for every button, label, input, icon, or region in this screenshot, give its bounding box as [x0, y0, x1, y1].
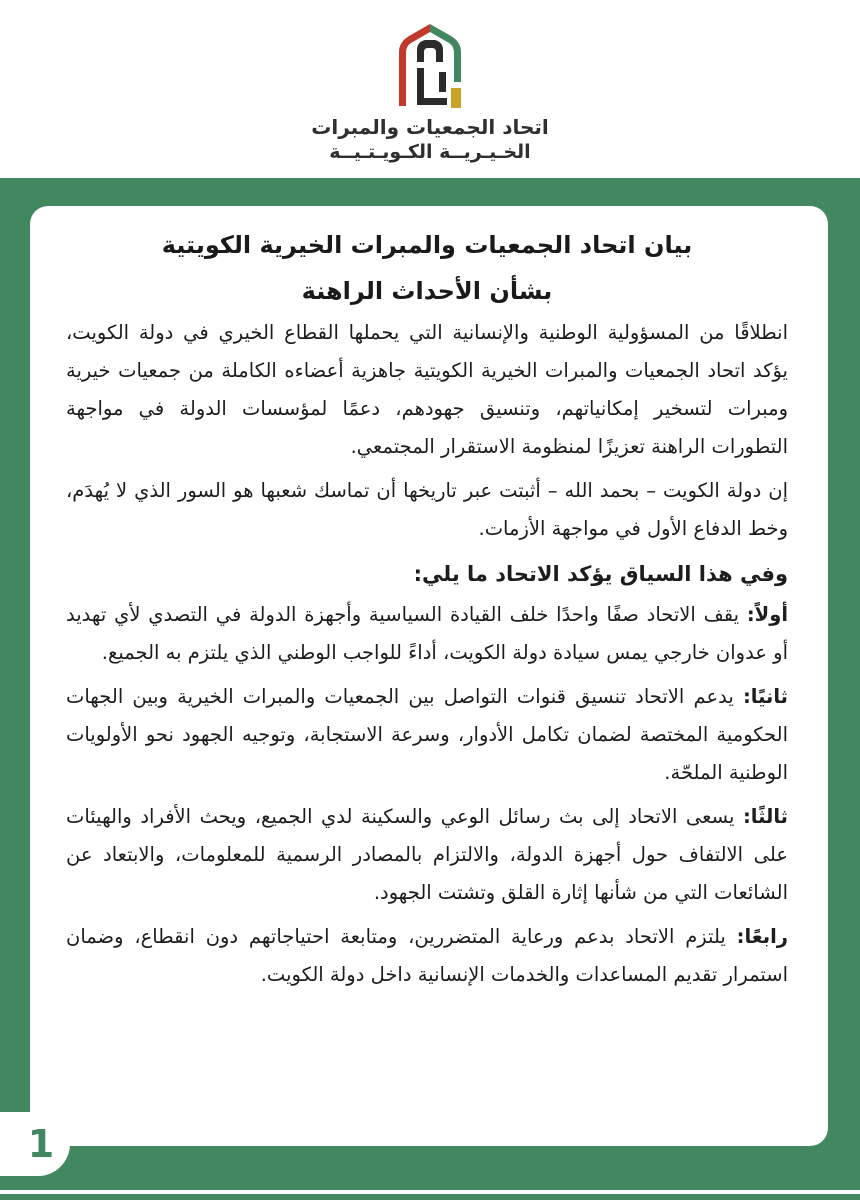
item-label: رابعًا:	[736, 925, 788, 948]
list-item	[66, 596, 788, 672]
house-arch-logo-icon	[395, 22, 465, 112]
list-item	[66, 798, 788, 912]
second-paragraph: إن دولة الكويت – بحمد الله – أثبتت عبر تاريخها أن تماسك شعبها هو السور الذي لا يُهدَم، وخط الدفاع الأول في مواجهة الأزمات.	[66, 479, 788, 540]
title-line1: بيان اتحاد الجمعيات والمبرات الخيرية الكويتية	[161, 231, 693, 259]
intro-paragraph: انطلاقًا من المسؤولية الوطنية والإنسانية التي يحملها القطاع الخيري في دولة الكويت، يؤكد اتحاد الجمعيات والمبرات الخيرية الكويتية جاهزية أعضاءه الكاملة من جمعيات خيرية ومبرات لتسخير إمكانياتهم، وتنسيق جهودهم، دعمًا لمؤسسات الدولة في مواجهة التطورات الراهنة تعزيزًا لمنظومة الاستقرار المجتمعي.	[66, 321, 788, 458]
section-heading: وفي هذا السياق يؤكد الاتحاد ما يلي:	[413, 562, 788, 586]
list-item	[66, 678, 788, 792]
item-text: يدعم الاتحاد تنسيق قنوات التواصل بين الجمعيات والمبرات الخيرية وبين الجهات الحكومية المختصة لضمان تكامل الأدوار، وسرعة الاستجابة، وتوجيه الجهود نحو الأولويات الوطنية الملحّة.	[66, 685, 788, 784]
org-name-line2: الخـيـريــة الكـويـتـيــة	[329, 141, 531, 163]
item-text: يقف الاتحاد صفًا واحدًا خلف القيادة السياسية وأجهزة الدولة في التصدي لأي تهديد أو عدوان خارجي يمس سيادة دولة الكويت، أداءً للواجب الوطني الذي يلتزم به الجميع.	[66, 603, 788, 664]
page-number: 1	[27, 1122, 55, 1166]
item-label: أولاً:	[746, 603, 788, 626]
item-text: يلتزم الاتحاد بدعم ورعاية المتضررين، ومتابعة احتياجاتهم دون انقطاع، وضمان استمرار تقديم المساعدات والخدمات الإنسانية داخل دولة الكويت.	[66, 925, 788, 986]
item-label: ثالثًا:	[742, 805, 788, 828]
item-label: ثانيًا:	[742, 685, 788, 708]
organization-name	[300, 114, 560, 164]
title-line2: بشأن الأحداث الراهنة	[301, 277, 553, 305]
page-header	[0, 0, 860, 178]
statement-content	[66, 222, 788, 1000]
org-name-line1: اتحاد الجمعيات والمبرات	[311, 115, 549, 139]
statement-title	[66, 222, 788, 314]
item-text: يسعى الاتحاد إلى بث رسائل الوعي والسكينة لدي الجميع، ويحث الأفراد والهيئات على الالتفاف حول أجهزة الدولة، والالتزام بالمصادر الرسمية للمعلومات، والابتعاد عن الشائعات التي من شأنها إثارة القلق وتشتت الجهود.	[66, 805, 788, 904]
bottom-strip	[0, 1190, 860, 1200]
list-item	[66, 918, 788, 994]
